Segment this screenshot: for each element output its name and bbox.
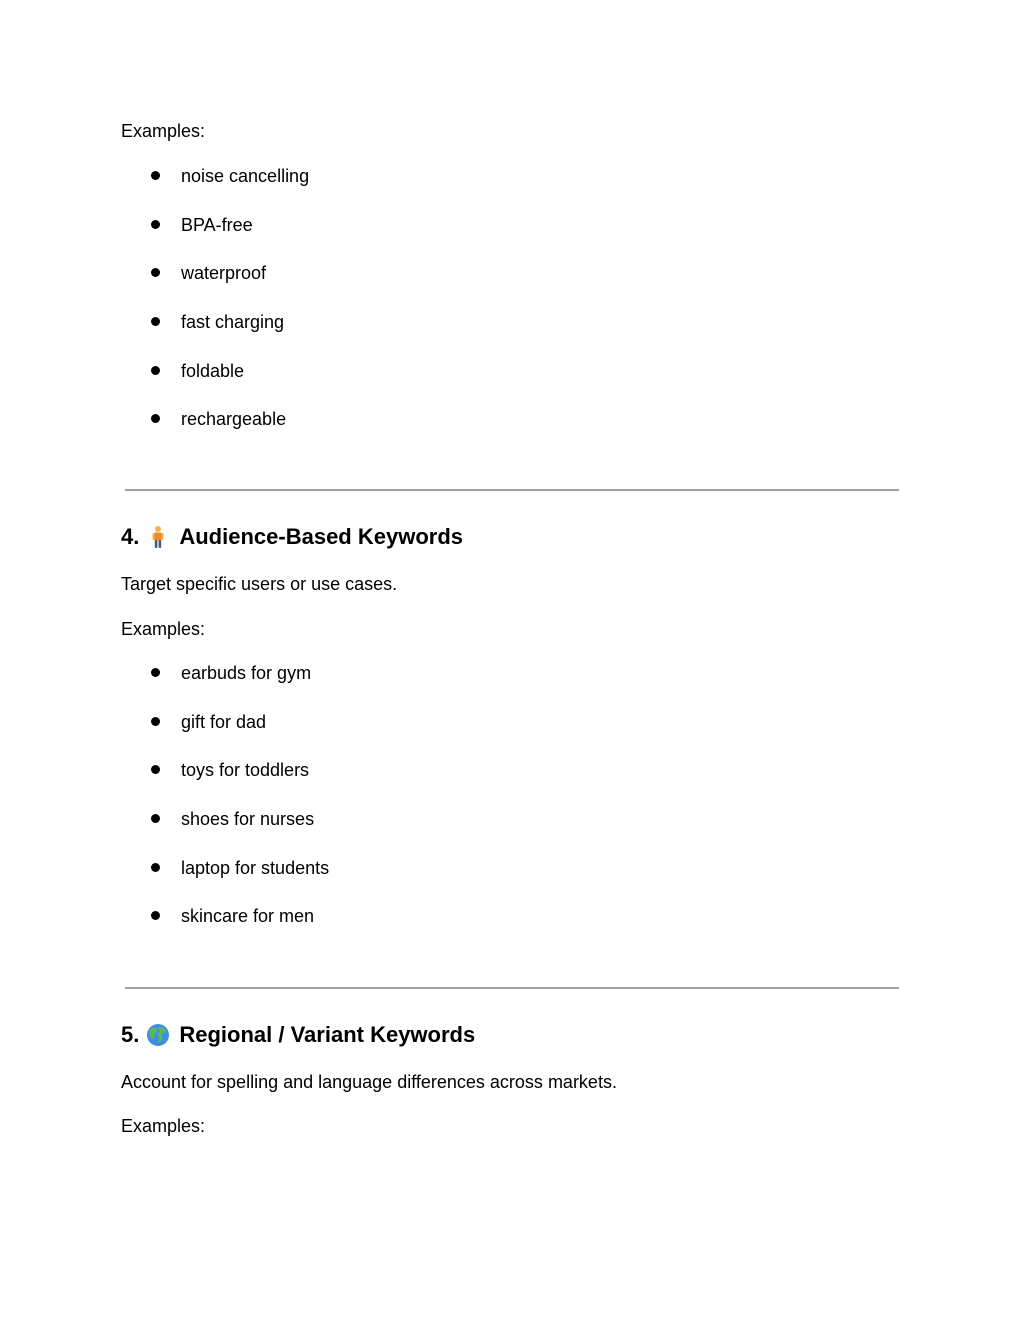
list-item (0, 808, 600, 830)
globe-icon (146, 1023, 170, 1047)
list-item-text: rechargeable (181, 409, 287, 429)
list-item-text: laptop for students (181, 858, 330, 878)
list-item (0, 759, 600, 781)
list-item (0, 165, 600, 187)
bullet-icon (151, 414, 160, 423)
person-standing-icon (146, 525, 170, 549)
bullet-icon (151, 911, 160, 920)
list-item (0, 214, 600, 236)
list-item-text: fast charging (181, 312, 285, 332)
section-title: Regional / Variant Keywords (179, 1022, 476, 1047)
examples-label: Examples: (121, 1116, 206, 1136)
list-item-text: noise cancelling (181, 166, 310, 186)
section-heading (121, 523, 463, 551)
list-item-text: earbuds for gym (181, 663, 312, 683)
bullet-icon (151, 317, 160, 326)
bullet-icon (151, 668, 160, 677)
list-item (0, 408, 600, 430)
list-item (0, 711, 600, 733)
bullet-icon (151, 220, 160, 229)
section-number: 4. (121, 524, 140, 549)
bullet-icon (151, 765, 160, 774)
list-item-text: toys for toddlers (181, 760, 310, 780)
bullet-icon (151, 814, 160, 823)
list-item (0, 857, 600, 879)
horizontal-divider (125, 489, 899, 491)
list-item-text: waterproof (181, 263, 267, 283)
section-number: 5. (121, 1022, 140, 1047)
section-description: Account for spelling and language differences across markets. (121, 1072, 617, 1092)
section-description: Target specific users or use cases. (121, 574, 398, 594)
bullet-icon (151, 863, 160, 872)
horizontal-divider (125, 987, 899, 989)
bullet-icon (151, 268, 160, 277)
bullet-icon (151, 366, 160, 375)
list-item-text: gift for dad (181, 712, 267, 732)
list-item (0, 662, 600, 684)
examples-label: Examples: (121, 121, 206, 141)
list-item (0, 262, 600, 284)
section-heading (121, 1021, 475, 1049)
list-item (0, 360, 600, 382)
examples-label: Examples: (121, 619, 206, 639)
bullet-icon (151, 171, 160, 180)
list-item-text: skincare for men (181, 906, 315, 926)
list-item-text: foldable (181, 361, 245, 381)
list-item-text: BPA-free (181, 215, 253, 235)
list-item (0, 905, 600, 927)
list-item (0, 311, 600, 333)
bullet-icon (151, 717, 160, 726)
list-item-text: shoes for nurses (181, 809, 315, 829)
section-title: Audience-Based Keywords (179, 524, 463, 549)
